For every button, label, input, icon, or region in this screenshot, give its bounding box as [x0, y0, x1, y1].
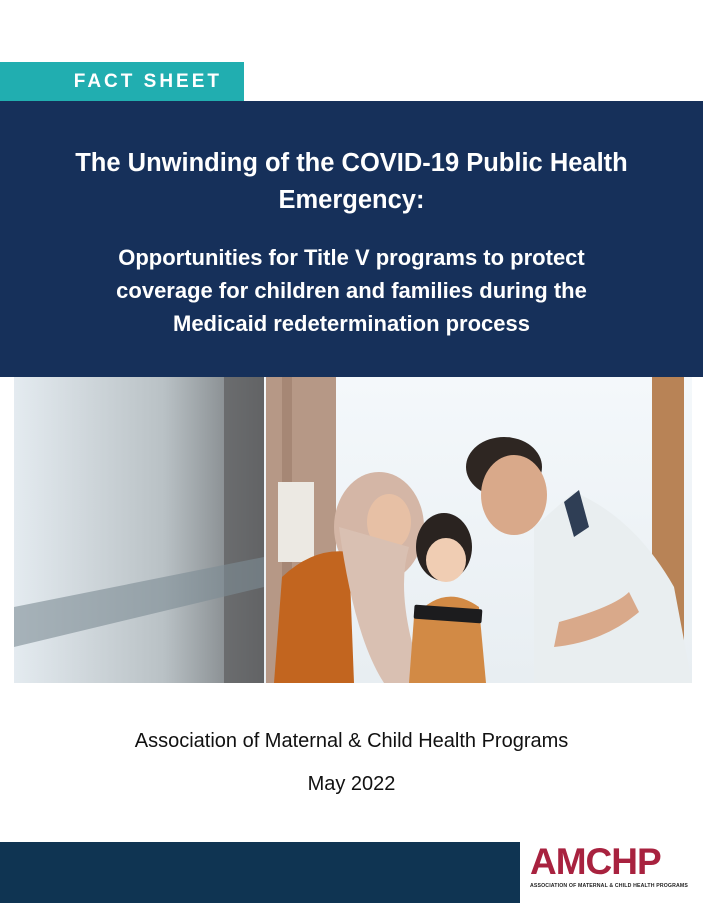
title-banner [0, 101, 703, 377]
cover-photo [14, 377, 692, 683]
document-title: The Unwinding of the COVID-19 Public Health Emergency: [75, 149, 628, 214]
fact-sheet-label: FACT SHEET [73, 70, 222, 92]
publication-date: May 2022 [307, 773, 396, 795]
footer-bar [0, 842, 520, 903]
fact-sheet-tag [0, 62, 244, 101]
logo-letters: AMCHP [530, 841, 661, 882]
family-photo-illustration [14, 377, 692, 683]
logo-tagline: ASSOCIATION OF MATERNAL & CHILD HEALTH PROGRAMS [530, 883, 688, 889]
organization-name: Association of Maternal & Child Health Programs [134, 730, 569, 752]
amchp-logo [530, 842, 690, 897]
document-subtitle: Opportunities for Title V programs to protect coverage for children and families during the Medicaid redetermination process [116, 245, 587, 336]
